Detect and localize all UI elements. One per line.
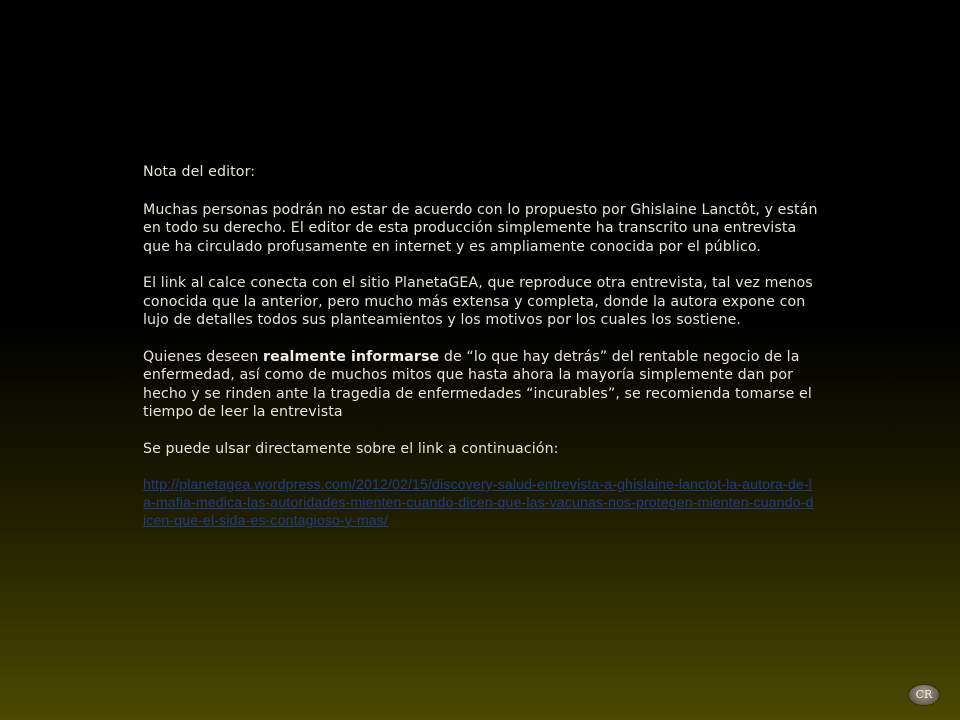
note-paragraph-2: El link al calce conecta con el sitio PlanetaGEA, que reproduce otra entrevista, tal vez menos conocida que la anterior, pero mucho más extensa y completa, donde la autora expone con lujo de detalles todos sus planteamientos y los motivos por los cuales los sostiene. — [143, 275, 813, 328]
note-paragraph-1: Muchas personas podrán no estar de acuerdo con lo propuesto por Ghislaine Lanctôt, y están en todo su derecho. El editor de esta producción simplemente ha transcrito una entrevista que ha circulado profusamente en internet y es ampliamente conocida por el público. — [143, 201, 818, 255]
editor-note — [143, 163, 823, 530]
paragraph-3-rest: de “lo que hay detrás” del rentable negocio de la enfermedad, así como de muchos mitos que hasta ahora la mayoría simplemente dan por hecho y se rinden ante la tragedia de enfermedades “incurables”, se recomienda tomarse el tiempo de leer la entrevista — [143, 348, 812, 420]
note-heading: Nota del editor: — [143, 164, 256, 180]
cr-logo-badge: CR — [909, 685, 939, 705]
note-paragraph-4: Se puede ulsar directamente sobre el link a continuación: — [143, 440, 559, 457]
paragraph-3-intro: Quienes deseen — [143, 348, 264, 365]
planetagea-interview-link[interactable]: http://planetagea.wordpress.com/2012/02/15/discovery-salud-entrevista-a-ghislaine-lanctot-la-autora-de-la-mafia-medica-las-autoridades-mienten-cuando-dicen-que-las-vacunas-nos-protegen-mienten-cuando-dicen-que-el-sida-es-contagioso-y-mas/ — [143, 477, 814, 529]
note-paragraph-3 — [143, 348, 823, 422]
paragraph-3-emphasis: realmente informarse — [263, 348, 440, 365]
